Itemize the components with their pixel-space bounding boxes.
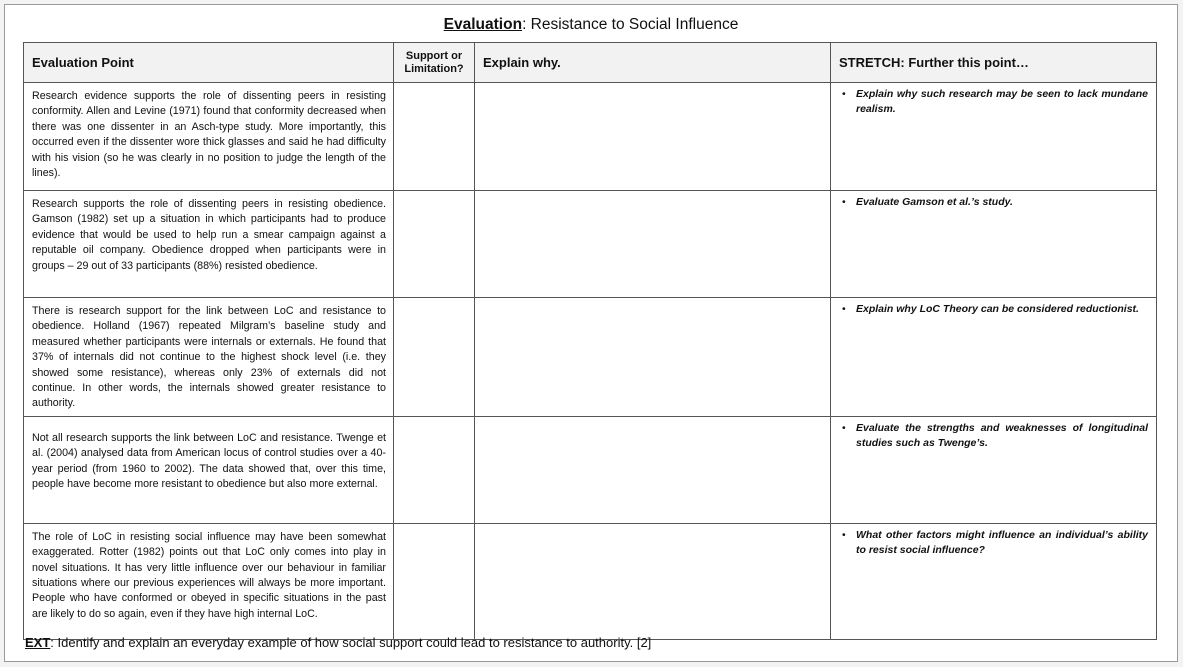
explain-why-cell[interactable]: [475, 298, 831, 417]
evaluation-point-cell: There is research support for the link between LoC and resistance to obedience. Holland (1967) repeated Milgram’s baseline study and measured whether participants were internals or externals. He found that 37% of internals did not continue to the highest shock level (i.e. they showed some resistance), whereas only 23% of externals did not continue. In other words, the internals showed greater resistance to authority.: [24, 298, 394, 417]
header-support-line1: Support or: [405, 49, 463, 62]
stretch-cell: [831, 523, 1157, 639]
explain-why-cell[interactable]: [475, 83, 831, 191]
explain-why-cell[interactable]: [475, 416, 831, 523]
evaluation-point-cell: Not all research supports the link between LoC and resistance. Twenge et al. (2004) analysed data from American locus of control studies over a 40-year period (from 1960 to 2002). The data showed that, over this time, people have become more resistant to obedience but also more external.: [24, 416, 394, 523]
stretch-prompt: • Explain why such research may be seen to lack mundane realism.: [856, 87, 1148, 117]
extension-text: : Identify and explain an everyday example of how social support could lead to resistance to authority. [2]: [50, 635, 652, 650]
stretch-cell: [831, 83, 1157, 191]
stretch-prompt: • Evaluate Gamson et al.’s study.: [856, 195, 1148, 210]
table-row: [24, 416, 1157, 523]
title-subject: : Resistance to Social Influence: [522, 16, 739, 33]
header-support-line2: Limitation?: [404, 62, 464, 75]
evaluation-point-cell: Research evidence supports the role of dissenting peers in resisting conformity. Allen and Levine (1971) found that conformity decreased when there was one dissenter in an Asch-type study. More importantly, this occurred even if the dissenter wore thick glasses and said he had difficulty with his vision (so he was clearly in no position to judge the length of the lines).: [24, 83, 394, 191]
header-evaluation-point: Evaluation Point: [24, 43, 394, 83]
table-row: [24, 298, 1157, 417]
page-title: [5, 16, 1177, 34]
header-stretch: STRETCH: Further this point…: [831, 43, 1157, 83]
evaluation-point-cell: The role of LoC in resisting social influence may have been somewhat exaggerated. Rotter (1982) points out that LoC only comes into play in novel situations. It has very little influence over our behaviour in familiar situations where our previous experiences will always be more important. People who have conformed or obeyed in specific situations in the past are likely to do so again, even if they have high internal LoC.: [24, 523, 394, 639]
support-or-limitation-cell[interactable]: [394, 191, 475, 298]
stretch-cell: [831, 298, 1157, 417]
support-or-limitation-cell[interactable]: [394, 523, 475, 639]
stretch-prompt: • What other factors might influence an individual’s ability to resist social influence?: [856, 528, 1148, 558]
support-or-limitation-cell[interactable]: [394, 83, 475, 191]
explain-why-cell[interactable]: [475, 191, 831, 298]
evaluation-table: [23, 42, 1157, 640]
table-row: [24, 191, 1157, 298]
extension-task: [25, 635, 651, 650]
worksheet-page: [4, 4, 1178, 662]
support-or-limitation-cell[interactable]: [394, 416, 475, 523]
stretch-cell: [831, 191, 1157, 298]
evaluation-point-cell: Research supports the role of dissenting peers in resisting obedience. Gamson (1982) set up a situation in which participants had to produce evidence that would be used to help run a smear campaign against a reputable oil company. Obedience dropped when participants were in groups – 29 out of 33 participants (88%) resisted obedience.: [24, 191, 394, 298]
table-row: [24, 83, 1157, 191]
stretch-cell: [831, 416, 1157, 523]
explain-why-cell[interactable]: [475, 523, 831, 639]
support-or-limitation-cell[interactable]: [394, 298, 475, 417]
stretch-prompt: • Explain why LoC Theory can be considered reductionist.: [856, 302, 1148, 317]
title-heading: Evaluation: [443, 16, 523, 33]
stretch-prompt: • Evaluate the strengths and weaknesses of longitudinal studies such as Twenge’s.: [856, 421, 1148, 451]
extension-label: EXT: [25, 635, 51, 650]
header-support-or-limitation: [394, 43, 475, 83]
table-header-row: [24, 43, 1157, 83]
header-explain-why: Explain why.: [475, 43, 831, 83]
table-row: [24, 523, 1157, 639]
